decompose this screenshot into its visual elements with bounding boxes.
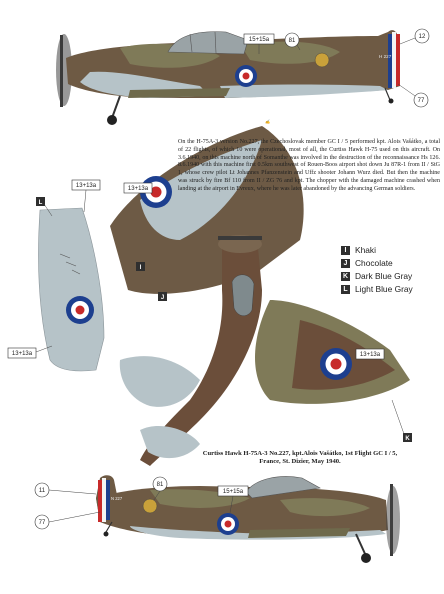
callout-decal-a-bottom: 15+15a	[222, 489, 244, 495]
squadron-emblem-icon-bottom	[143, 499, 157, 513]
svg-text:✍: ✍	[265, 119, 270, 124]
callout-77-bottom: 77	[38, 520, 46, 526]
legend-item	[341, 244, 413, 256]
wing-underside-detail	[8, 180, 104, 371]
callout-81-top: 81	[288, 38, 296, 44]
side-profile-top	[56, 29, 429, 125]
history-text: On the H-75A-3 version No.227, the Czechoslovak member GC I / 5 performed kpt. Alois Vašátko, a total of 22 flights, of which 10 were operational, most of all, the Curtiss Hawk H-75 used on this aircraft. On 3.6.1940, on this machine north of Somanthe was involved in the destruction of the reconnaissance Hs 126. 8.6.1940 with this machine first 0.5km southwest of Rouen-Boos airport shot down Ju 87R-1 from II / StG 1, whose crew pilot Lt Johannes Pfanzenstein and Uffz shooter Johann Wurz died. But then the machine was struck by fire Bf 110 from II / ZG 76 and kpt. The chopper with the damaged machine crashed when landing at the airport in Evreux, where he was later abandoned by the advancing German soldiers.	[178, 139, 440, 192]
side-profile-bottom	[35, 475, 400, 563]
legend-key-badge: K	[342, 272, 349, 280]
callout-decal-b-plan: 13+13a	[127, 186, 149, 192]
legend-key-badge: L	[341, 285, 350, 294]
callout-key-l: L	[38, 200, 43, 206]
legend-key-badge: J	[341, 259, 350, 268]
figure-caption: Curtiss Hawk H-75A-3 No.227, kpt.Alois Vašátko, 1st Flight GC I / 5, France, St. Dizier, May 1940.	[202, 450, 398, 466]
legend-item	[341, 257, 413, 269]
legend-color-name: Light Blue Gray	[355, 284, 413, 294]
top-fin-serial: H 227	[379, 54, 392, 59]
callout-12: 12	[418, 34, 426, 40]
legend-color-name: Dark Blue Gray	[355, 271, 413, 281]
callout-decal-b-wing: 13+13a	[75, 183, 97, 189]
squadron-emblem-icon	[315, 53, 329, 67]
legend-color-name: Khaki	[355, 245, 376, 255]
callout-11: 11	[38, 488, 46, 494]
callout-81-bottom: 81	[156, 482, 164, 488]
callout-key-k: K	[405, 436, 410, 442]
legend-color-name: Chocolate	[355, 258, 393, 268]
legend-item	[341, 270, 413, 282]
callout-decal-a-top: 15+15a	[248, 37, 270, 43]
callout-key-j: J	[160, 295, 165, 301]
legend-key-badge: I	[341, 246, 350, 255]
legend-item	[341, 283, 413, 295]
callout-key-i: I	[139, 265, 142, 271]
callout-77-top: 77	[417, 98, 425, 104]
callout-decal-b-wing-low: 13+13a	[11, 351, 33, 357]
color-legend	[341, 244, 413, 296]
callout-decal-b-plan-right: 13+13a	[359, 352, 381, 358]
bottom-fin-serial: N 227	[111, 496, 123, 501]
